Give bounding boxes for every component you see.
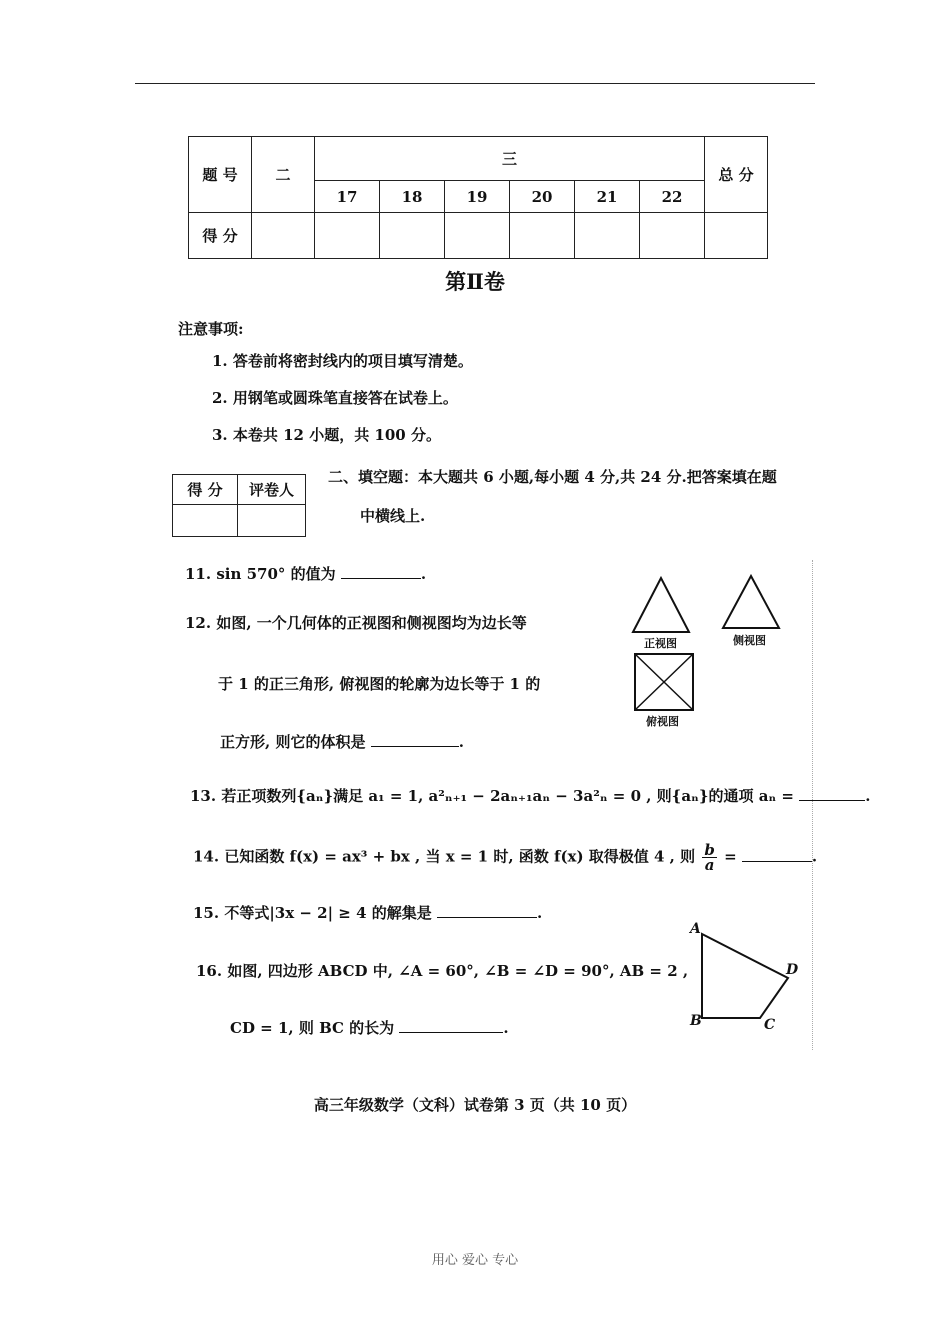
- score-cell[interactable]: [640, 213, 705, 259]
- q14-fraction: [702, 843, 717, 872]
- row-label-score: 得 分: [189, 213, 252, 259]
- vertex-label-a: A: [690, 921, 701, 937]
- score-cell[interactable]: [705, 213, 768, 259]
- q16-line1: 16. 如图, 四边形 ABCD 中, ∠A = 60°, ∠B = ∠D = 90°, AB = 2 ,: [196, 962, 689, 980]
- q15-text: 15. 不等式|3x − 2| ≥ 4 的解集是: [193, 904, 432, 922]
- q12-suffix: .: [458, 733, 464, 751]
- vertex-label-d: D: [786, 962, 799, 978]
- q12-answer-blank[interactable]: [371, 732, 459, 747]
- row-label-question: 题 号: [189, 137, 252, 213]
- question-13: [190, 785, 870, 806]
- volume-title: 第Ⅱ卷: [445, 269, 505, 294]
- q11-text: 11. sin 570° 的值为: [185, 565, 336, 583]
- vertex-label-b: B: [690, 1013, 702, 1029]
- q14-denominator: a: [704, 856, 715, 874]
- q12-line2: 于 1 的正三角形, 俯视图的轮廓为边长等于 1 的: [218, 675, 541, 693]
- q14-suffix: .: [811, 847, 818, 866]
- q14-equals: =: [724, 847, 737, 866]
- side-view-label: 侧视图: [733, 634, 766, 647]
- scan-edge-line: [812, 560, 814, 1050]
- q14-text: 14. 已知函数 f(x) = ax³ + bx , 当 x = 1 时, 函数 f(x) 取得极值 4 , 则: [193, 847, 696, 866]
- q16-line2-text: CD = 1, 则 BC 的长为: [230, 1019, 395, 1037]
- question-number: 17: [315, 181, 380, 213]
- score-cell[interactable]: [252, 213, 315, 259]
- q13-text: 13. 若正项数列{aₙ}满足 a₁ = 1, a²ₙ₊₁ − 2aₙ₊₁aₙ − 3a²ₙ = 0 , 则{aₙ}的通项 aₙ =: [190, 787, 794, 805]
- part-two-header: 二: [252, 137, 315, 213]
- question-16-line2: [230, 1017, 509, 1038]
- front-view-triangle: [633, 578, 689, 632]
- section-two-line2: 中横线上.: [360, 507, 426, 525]
- score-cell[interactable]: [315, 213, 380, 259]
- q12-line3-text: 正方形, 则它的体积是: [220, 733, 366, 751]
- front-view-label: 正视图: [644, 637, 677, 650]
- score-table: [188, 136, 768, 259]
- q13-suffix: .: [865, 787, 871, 805]
- q15-answer-blank[interactable]: [437, 903, 537, 918]
- watermark: 用心 爱心 专心: [431, 1253, 519, 1268]
- grader-score-label: 得 分: [173, 475, 238, 505]
- notice-heading: 注意事项:: [178, 320, 244, 338]
- q12-line1: 12. 如图, 一个几何体的正视图和侧视图均为边长等: [185, 614, 527, 632]
- q16-answer-blank[interactable]: [399, 1018, 503, 1033]
- question-14: [193, 843, 817, 872]
- q14-numerator: b: [704, 841, 715, 859]
- top-view-label: 俯视图: [646, 715, 679, 728]
- question-number: 19: [445, 181, 510, 213]
- score-cell[interactable]: [510, 213, 575, 259]
- question-11: [185, 563, 426, 584]
- grader-table: [172, 474, 306, 537]
- question-number: 18: [380, 181, 445, 213]
- grader-score-cell[interactable]: [173, 505, 238, 537]
- q15-suffix: .: [536, 904, 543, 922]
- notice-item: 1. 答卷前将密封线内的项目填写清楚。: [212, 352, 473, 370]
- top-rule: [135, 83, 815, 84]
- q13-answer-blank[interactable]: [799, 786, 865, 801]
- notice-item: 3. 本卷共 12 小题，共 100 分。: [212, 426, 441, 444]
- page-footer: 高三年级数学（文科）试卷第 3 页（共 10 页）: [313, 1096, 637, 1114]
- side-view-triangle: [723, 576, 779, 628]
- quadrilateral-abcd: [702, 934, 788, 1018]
- q14-answer-blank[interactable]: [742, 847, 812, 862]
- part-three-header: 三: [315, 137, 705, 181]
- q16-suffix: .: [503, 1019, 509, 1037]
- vertex-label-c: C: [764, 1017, 776, 1033]
- question-15: [193, 902, 542, 923]
- q11-suffix: .: [420, 565, 427, 583]
- score-cell[interactable]: [380, 213, 445, 259]
- score-cell[interactable]: [445, 213, 510, 259]
- notice-item: 2. 用钢笔或圆珠笔直接答在试卷上。: [212, 389, 458, 407]
- question-number: 22: [640, 181, 705, 213]
- section-two-line1: 二、填空题：本大题共 6 小题,每小题 4 分,共 24 分.把答案填在题: [328, 468, 777, 486]
- grader-name-label: 评卷人: [238, 475, 306, 505]
- question-number: 21: [575, 181, 640, 213]
- total-header: 总 分: [705, 137, 768, 213]
- question-number: 20: [510, 181, 575, 213]
- score-cell[interactable]: [575, 213, 640, 259]
- q11-answer-blank[interactable]: [341, 564, 421, 579]
- grader-name-cell[interactable]: [238, 505, 306, 537]
- question-12-line3: [220, 731, 464, 752]
